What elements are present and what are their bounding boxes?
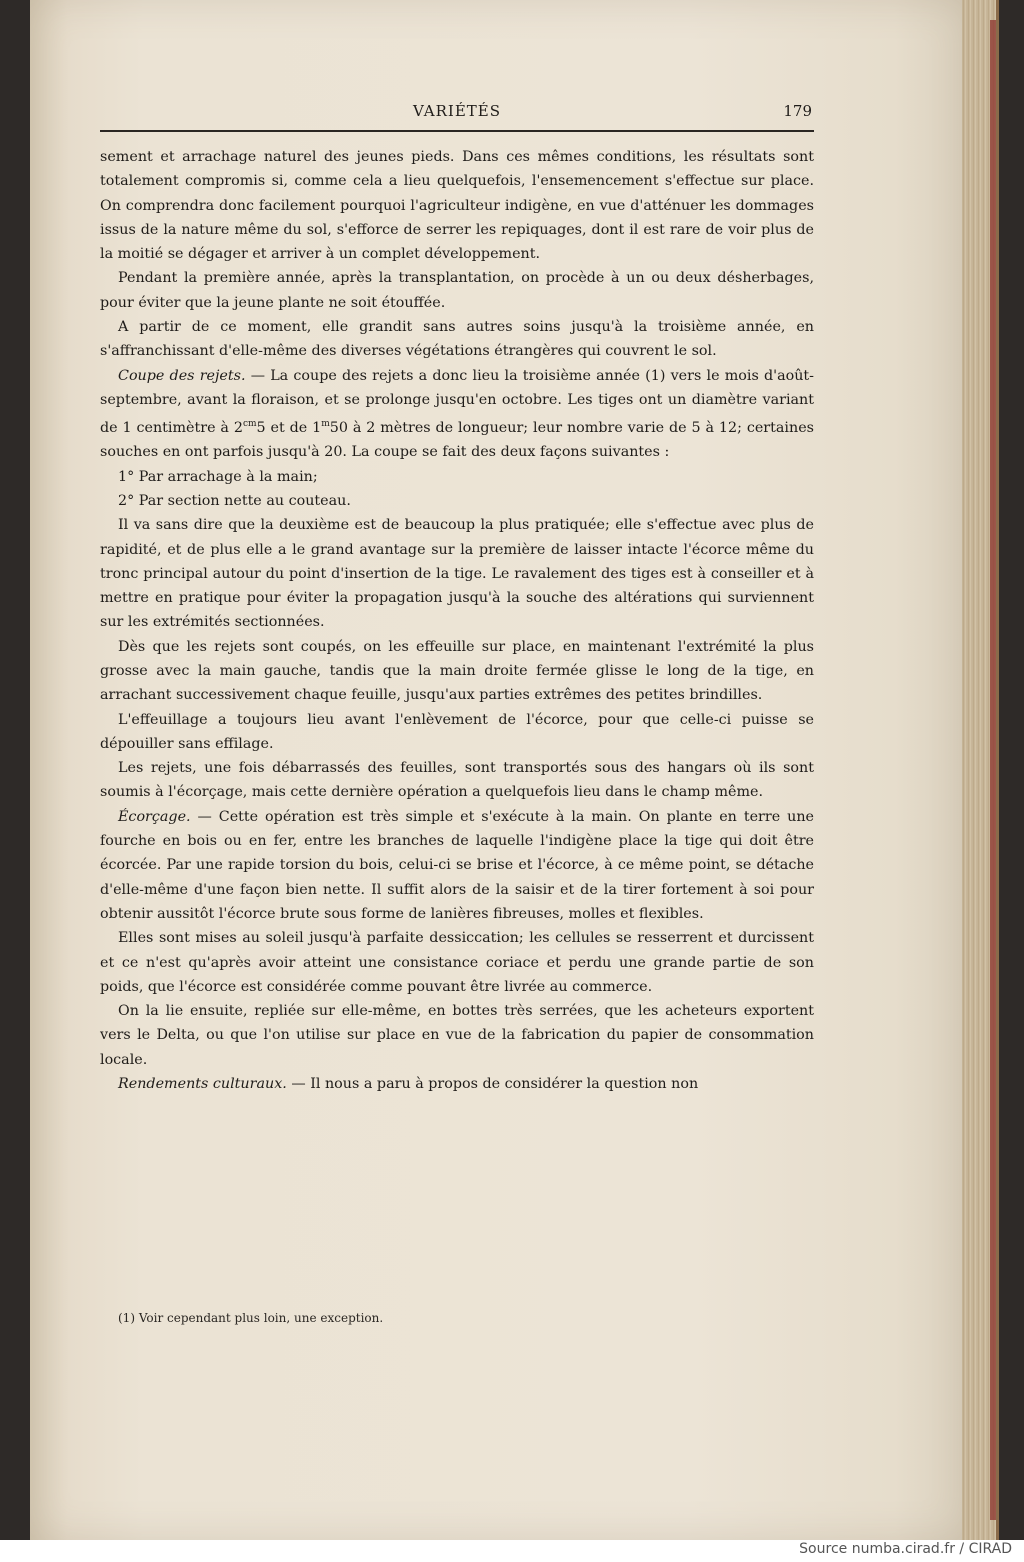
paragraph: sement et arrachage naturel des jeunes pieds. Dans ces mêmes conditions, les résultats sont totalement compromis si, comme cela a lieu quelquefois, l'ensemencement s'effectue sur place. On comprendra donc facilement pourquoi l'agriculteur indigène, en vue d'atténuer les dommages issus de la nature même du sol, s'efforce de serrer les repiquages, dont il est rare de voir plus de la moitié se dégager et arriver à un complet développement. xyxy=(100,149,814,263)
paragraph xyxy=(100,805,814,926)
page-number: 179 xyxy=(783,102,812,120)
paragraph: L'effeuillage a toujours lieu avant l'enlèvement de l'écorce, pour que celle-ci puisse se dépouiller sans effilage. xyxy=(100,711,814,752)
paragraph: Les rejets, une fois débarrassés des feuilles, sont transportés sous des hangars où ils sont soumis à l'écorçage, mais cette dernière opération a quelquefois lieu dans le champ même. xyxy=(100,760,814,801)
paragraph-text: — La coupe des rejets a donc lieu la troisième année (1) vers le mois d'août-septembre, avant la floraison, et se prolonge jusqu'en octobre. Les tiges ont un diamètre variant de 1 centimètre à 2 xyxy=(100,367,814,437)
footnote: (1) Voir cependant plus loin, une exception. xyxy=(118,1311,384,1325)
paragraph xyxy=(100,1072,814,1096)
paragraph: Pendant la première année, après la transplantation, on procède à un ou deux désherbages, pour éviter que la jeune plante ne soit étouffée. xyxy=(100,270,814,311)
paragraph: Elles sont mises au soleil jusqu'à parfaite dessiccation; les cellules se resserrent et durcissent et ce n'est qu'après avoir atteint une consistance coriace et perdu une grande partie de son poids, que l'écorce est considérée comme pouvant être livrée au commerce. xyxy=(100,930,814,995)
section-heading-ecorcage: Écorçage. xyxy=(118,808,191,825)
header-rule xyxy=(100,130,814,132)
paragraph-text: 5 et de 1 xyxy=(256,420,322,437)
paragraph: On la lie ensuite, repliée sur elle-même, en bottes très serrées, que les acheteurs exportent vers le Delta, ou que l'on utilise sur place en vue de la fabrication du papier de consommation locale. xyxy=(100,1003,814,1068)
red-binding-edge xyxy=(990,20,996,1520)
superscript-unit: m xyxy=(321,419,330,430)
paragraph xyxy=(100,364,814,465)
running-head-title: VARIÉTÉS xyxy=(412,102,502,120)
paragraph-text: — Cette opération est très simple et s'exécute à la main. On plante en terre une fourche en bois ou en fer, entre les branches de laquelle l'indigène place la tige qui doit être écorcée. Par une rapide torsion du bois, celui-ci se brise et l'écorce, à ce même point, se détache d'elle-même d'une façon bien nette. Il suffit alors de la saisir et de la tirer fortement à soi pour obtenir aussitôt l'écorce brute sous forme de lanières fibreuses, molles et flexibles. xyxy=(100,808,814,922)
paragraph: Dès que les rejets sont coupés, on les effeuille sur place, en maintenant l'extrémité la plus grosse avec la main gauche, tandis que la main droite fermée glisse le long de la tige, en arrachant successivement chaque feuille, jusqu'aux parties extrêmes des petites brindilles. xyxy=(100,638,814,704)
superscript-unit: cm xyxy=(242,419,257,430)
list-item: 1° Par arrachage à la main; xyxy=(118,468,318,485)
body-text xyxy=(100,145,814,1096)
running-head xyxy=(100,100,814,124)
list-item: 2° Par section nette au couteau. xyxy=(118,492,351,509)
source-credit-link[interactable]: Source numba.cirad.fr / CIRAD xyxy=(799,1541,1012,1557)
paragraph-text: — Il nous a paru à propos de considérer la question non xyxy=(286,1076,699,1093)
paragraph: A partir de ce moment, elle grandit sans autres soins jusqu'à la troisième année, en s'affranchissant d'elle-même des diverses végétations étrangères qui couvrent le sol. xyxy=(100,319,814,360)
paragraph-text: 50 à 2 mètres de longueur; leur nombre varie de 5 à 12; certaines souches en ont parfois jusqu'à 20. La coupe se fait des deux façons suivantes : xyxy=(100,420,814,461)
paragraph: Il va sans dire que la deuxième est de beaucoup la plus pratiquée; elle s'effectue avec plus de rapidité, et de plus elle a le grand avantage sur la première de laisser intacte l'écorce même du tronc principal autour du point d'insertion de la tige. Le ravalement des tiges est à conseiller et à mettre en pratique pour éviter la propagation jusqu'à la souche des altérations qui surviennent sur les extrémités sectionnées. xyxy=(100,517,814,631)
section-heading-coupe: Coupe des rejets. xyxy=(118,367,246,384)
section-heading-rendements: Rendements culturaux. xyxy=(118,1076,287,1093)
